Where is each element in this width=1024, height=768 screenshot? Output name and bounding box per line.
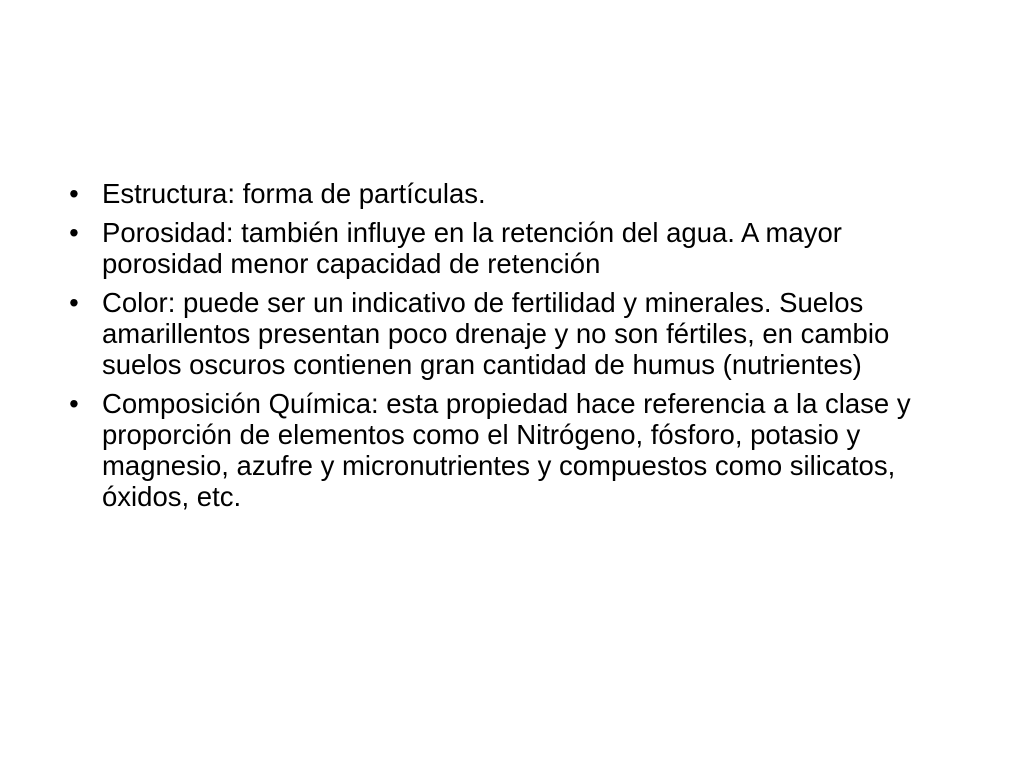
bullet-dot-icon: • — [69, 217, 79, 248]
bullet-item-composicion-quimica — [60, 388, 960, 512]
bullet-text: Estructura: forma de partículas. — [102, 178, 486, 209]
bullet-dot-icon: • — [69, 287, 79, 318]
bullet-text: Porosidad: también influye en la retención del agua. A mayor porosidad menor capacidad de retención — [102, 217, 842, 279]
bullet-text: Composición Química: esta propiedad hace referencia a la clase y proporción de elementos como el Nitrógeno, fósforo, potasio y magnesio, azufre y micronutrientes y compuestos como silicatos, óxidos, etc. — [102, 388, 911, 512]
bullet-item-porosidad — [60, 217, 960, 279]
slide-content — [60, 178, 960, 520]
bullet-text: Color: puede ser un indicativo de fertilidad y minerales. Suelos amarillentos presentan poco drenaje y no son fértiles, en cambio suelos oscuros contienen gran cantidad de humus (nutrientes) — [102, 287, 890, 380]
bullet-dot-icon: • — [69, 178, 79, 209]
bullet-item-color — [60, 287, 960, 380]
bullet-list — [60, 178, 960, 512]
bullet-item-estructura — [60, 178, 960, 209]
bullet-dot-icon: • — [69, 388, 79, 419]
